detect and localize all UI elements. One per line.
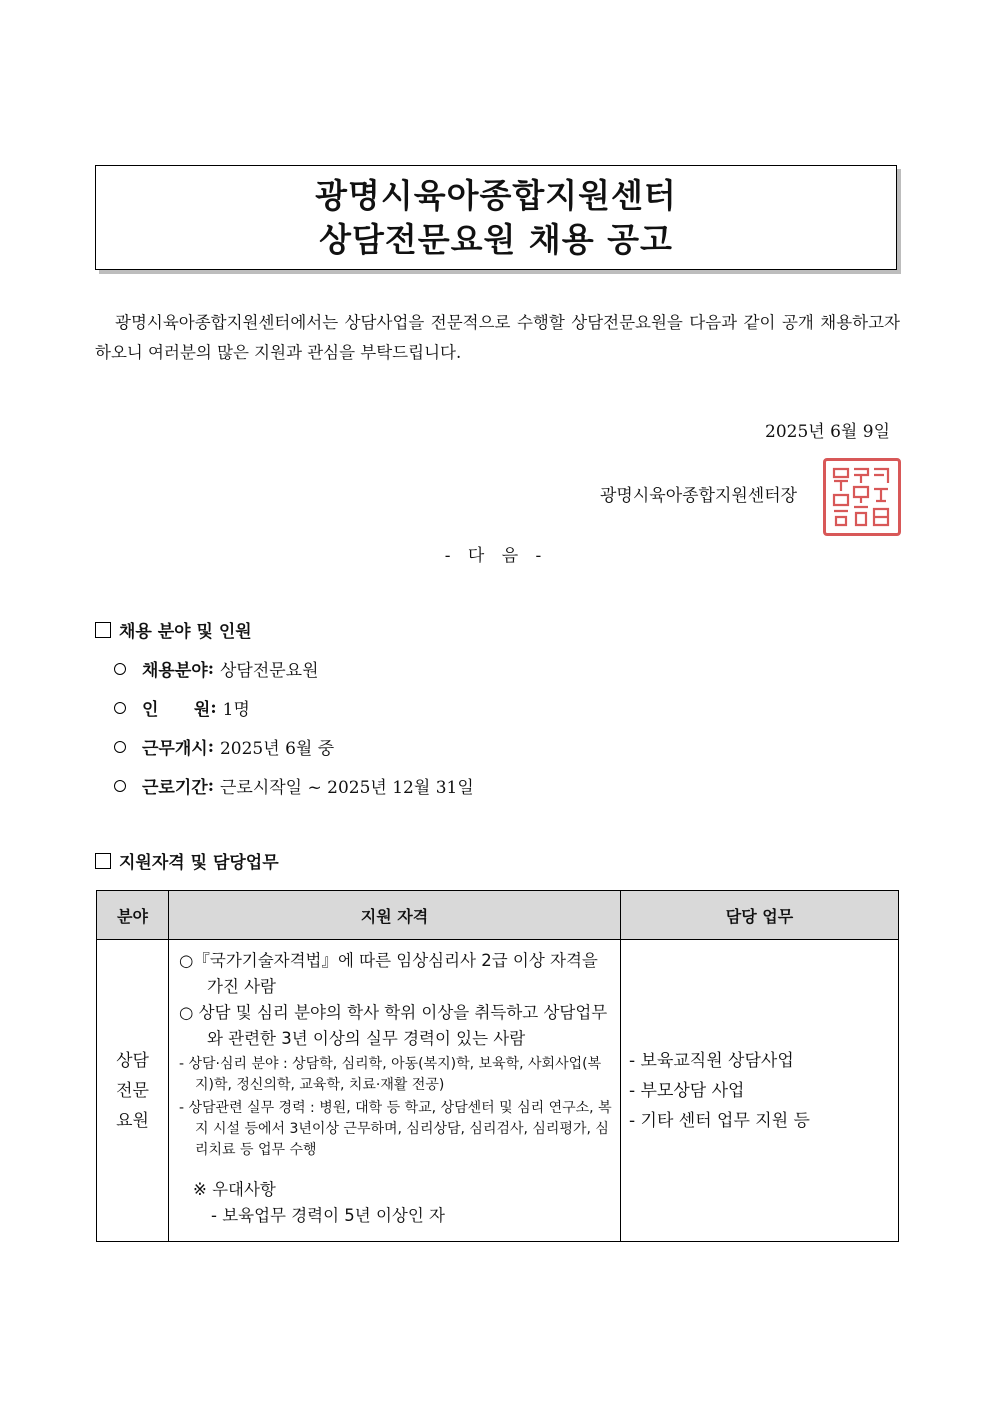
- preference-title: ※ 우대사항: [193, 1180, 276, 1199]
- list-item: 인 원 : 1명: [114, 695, 250, 720]
- circle-bullet-icon: [114, 741, 126, 753]
- circle-bullet-icon: [114, 663, 126, 675]
- item-value: 근로시작일 ~ 2025년 12월 31일: [219, 778, 474, 798]
- preference-block: [179, 1177, 614, 1229]
- center-mark: - 다 음 -: [444, 546, 548, 566]
- item-label: 인 원: [142, 700, 211, 720]
- section-heading-label: 지원자격 및 담당업무: [119, 853, 279, 873]
- title-box: [95, 165, 897, 270]
- qualification-table: [96, 890, 899, 1242]
- checkbox-square-icon: [95, 622, 111, 638]
- official-seal: [823, 458, 901, 536]
- circle-bullet-icon: [114, 702, 126, 714]
- title-line-1: 광명시육아종합지원센터: [315, 175, 677, 215]
- list-item: 채용분야 : 상담전문요원: [114, 656, 319, 681]
- qualification-note: - 상담관련 실무 경력 : 병원, 대학 등 학교, 상담센터 및 심리 연구소, 복지 시설 등에서 3년이상 근무하며, 심리상담, 심리검사, 심리평가, 심리치료 등 업무 수행: [179, 1100, 612, 1158]
- item-value: 2025년 6월 중: [219, 739, 335, 759]
- table-header-row: [97, 891, 899, 940]
- field-cell: 상담 전문 요원: [97, 940, 169, 1242]
- notice-date: 2025년 6월 9일: [765, 422, 890, 442]
- qualification-note: - 상담·심리 분야 : 상담학, 심리학, 아동(복지)학, 보육학, 사회사업(복지)학, 정신의학, 교육학, 치료·재활 전공): [179, 1056, 602, 1093]
- item-label: 채용분야: [142, 661, 208, 681]
- duty-item: - 보육교직원 상담사업: [629, 1050, 794, 1071]
- title-line-2: 상담전문요원 채용 공고: [319, 219, 673, 259]
- header-qualification: 지원 자격: [169, 891, 621, 940]
- seal-icon: [826, 461, 898, 533]
- circle-bullet-icon: [114, 780, 126, 792]
- section-heading-recruitment: [95, 617, 252, 642]
- issuer-name: 광명시육아종합지원센터장: [600, 486, 798, 506]
- checkbox-square-icon: [95, 853, 111, 869]
- section-heading-qualifications: [95, 848, 279, 873]
- item-value: 상담전문요원: [219, 661, 319, 681]
- intro-paragraph: 광명시육아종합지원센터에서는 상담사업을 전문적으로 수행할 상담전문요원을 다음과 같이 공개 채용하고자 하오니 여러분의 많은 지원과 관심을 부탁드립니다.: [95, 313, 900, 362]
- section-heading-label: 채용 분야 및 인원: [119, 622, 252, 642]
- qualification-cell: [169, 940, 621, 1242]
- table-row: [97, 940, 899, 1242]
- list-item: 근로기간 : 근로시작일 ~ 2025년 12월 31일: [114, 773, 474, 798]
- qualification-item: ○『국가기술자격법』에 따른 임상심리사 2급 이상 자격을 가진 사람: [179, 951, 598, 996]
- header-duties: 담당 업무: [621, 891, 899, 940]
- duty-item: - 부모상담 사업: [629, 1080, 745, 1101]
- duty-item: - 기타 센터 업무 지원 등: [629, 1110, 810, 1131]
- list-item: 근무개시 : 2025년 6월 중: [114, 734, 334, 759]
- item-value: 1명: [222, 700, 250, 720]
- preference-item: - 보육업무 경력이 5년 이상인 자: [211, 1206, 445, 1225]
- duties-cell: [621, 940, 899, 1242]
- qualification-item: ○ 상담 및 심리 분야의 학사 학위 이상을 취득하고 상담업무와 관련한 3년 이상의 실무 경력이 있는 사람: [179, 1003, 608, 1048]
- header-field: 분야: [97, 891, 169, 940]
- item-label: 근무개시: [142, 739, 208, 759]
- item-label: 근로기간: [142, 778, 208, 798]
